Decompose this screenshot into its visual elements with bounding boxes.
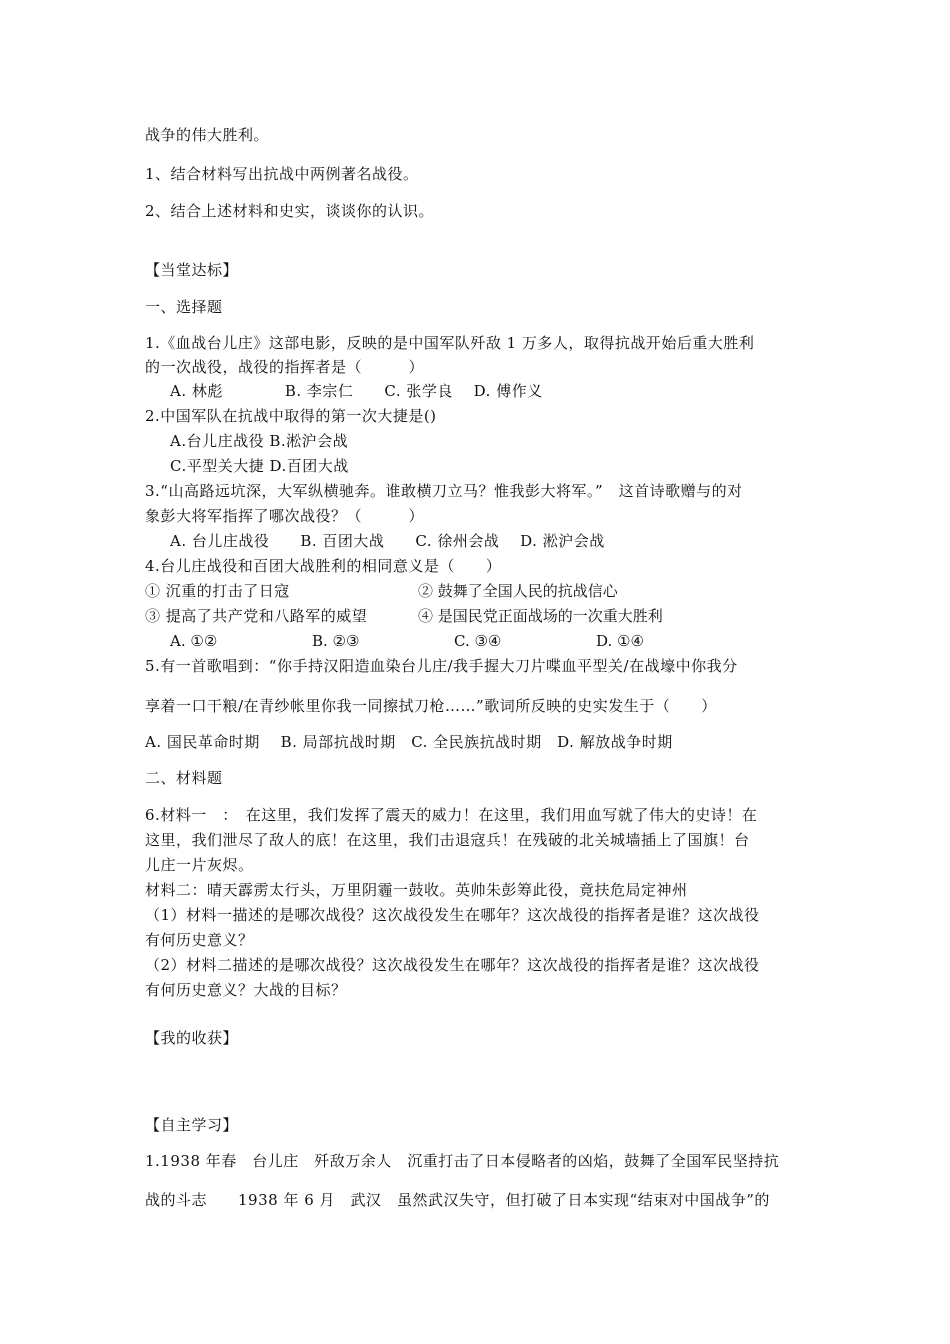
section-title-material: 二、材料题 [145,769,223,787]
q4-option-d: D. ①④ [596,632,644,650]
q4-item-4: ④ 是国民党正面战场的一次重大胜利 [418,607,663,625]
section-header-zizhu: 【自主学习】 [145,1116,239,1134]
q1-line-2: 的一次战役，战役的指挥者是（ ） [145,358,425,376]
q3-options: A. 台儿庄战役 B. 百团大战 C. 徐州会战 D. 淞沪会战 [170,532,605,550]
continuation-text: 战争的伟大胜利。 [145,126,270,144]
section-header-dangtang: 【当堂达标】 [145,261,239,279]
zizhu-line-2: 战的斗志 1938 年 6 月 武汉 虽然武汉失守，但打破了日本实现“结束对中国战争”的 [145,1191,770,1209]
q6-line-1: 6.材料一 ： 在这里，我们发挥了震天的威力！在这里，我们用血写就了伟大的史诗！在 [145,806,758,824]
q6-sub1-line-1: （1）材料一描述的是哪次战役？这次战役发生在哪年？这次战役的指挥者是谁？这次战役 [145,906,760,924]
q5-line-2: 享着一口干粮/在青纱帐里你我一同擦拭刀枪……”歌词所反映的史实发生于（ ） [145,697,717,715]
q2-options-ab: A.台儿庄战役 B.淞沪会战 [170,432,349,450]
section-title-choice: 一、选择题 [145,298,223,316]
q3-line-1: 3.“山高路远坑深，大军纵横驰奔。谁敢横刀立马？惟我彭大将军。” 这首诗歌赠与的对 [145,482,743,500]
q4-item-3: ③ 提高了共产党和八路军的威望 [145,607,368,625]
question-1: 1、结合材料写出抗战中两例著名战役。 [145,165,419,183]
q1-options: A. 林彪 B. 李宗仁 C. 张学良 D. 傅作义 [170,382,543,400]
q6-line-4: 材料二：晴天霹雳太行头，万里阴霾一鼓收。英帅朱彭筹此役，竟扶危局定神州 [145,881,688,899]
q6-sub1-line-2: 有何历史意义？ [145,931,254,949]
q4-option-c: C. ③④ [454,632,502,650]
question-2: 2、结合上述材料和史实，谈谈你的认识。 [145,202,435,220]
q4-option-a: A. ①② [170,632,218,650]
q4-item-1: ① 沉重的打击了日寇 [145,582,290,600]
q5-options: A. 国民革命时期 B. 局部抗战时期 C. 全民族抗战时期 D. 解放战争时期 [145,733,673,751]
q6-sub2-line-2: 有何历史意义？大战的目标？ [145,981,347,999]
q4-option-b: B. ②③ [312,632,360,650]
q3-line-2: 象彭大将军指挥了哪次战役？（ ） [145,507,425,525]
q6-line-3: 儿庄一片灰烬。 [145,856,254,874]
q4-item-2: ② 鼓舞了全国人民的抗战信心 [418,582,618,600]
q1-line-1: 1.《血战台儿庄》这部电影，反映的是中国军队歼敌 1 万多人，取得抗战开始后重大胜利 [145,334,755,352]
q6-line-2: 这里，我们泄尽了敌人的底！在这里，我们击退寇兵！在残破的北关城墙插上了国旗！台 [145,831,750,849]
zizhu-line-1: 1.1938 年春 台儿庄 歼敌万余人 沉重打击了日本侵略者的凶焰，鼓舞了全国军民坚持抗 [145,1152,780,1170]
q4-line-1: 4.台儿庄战役和百团大战胜利的相同意义是（ ） [145,557,502,575]
q5-line-1: 5.有一首歌唱到：“你手持汉阳造血染台儿庄/我手握大刀片喋血平型关/在战壕中你我分 [145,657,738,675]
section-header-shouhuo: 【我的收获】 [145,1029,239,1047]
q2-line-1: 2.中国军队在抗战中取得的第一次大捷是() [145,407,437,425]
q2-options-cd: C.平型关大捷 D.百团大战 [170,457,349,475]
q6-sub2-line-1: （2）材料二描述的是哪次战役？这次战役发生在哪年？这次战役的指挥者是谁？这次战役 [145,956,760,974]
